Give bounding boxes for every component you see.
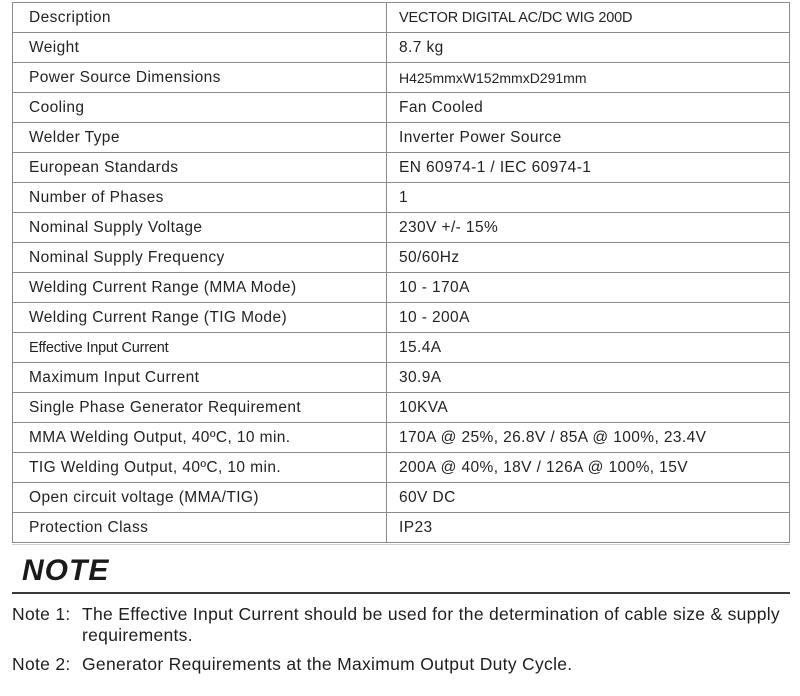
spec-label: Welder Type	[13, 123, 387, 153]
spec-label: TIG Welding Output, 40ºC, 10 min.	[13, 453, 387, 483]
spec-value: 50/60Hz	[387, 243, 790, 273]
note-heading: NOTE	[22, 554, 110, 587]
spec-row-mma-range	[13, 273, 790, 303]
spec-label: Nominal Supply Frequency	[13, 243, 387, 273]
spec-label: Cooling	[13, 93, 387, 123]
note-item	[12, 604, 792, 646]
note-label: Note 1:	[12, 604, 71, 624]
spec-label: Protection Class	[13, 513, 387, 543]
table-bottom-divider	[12, 544, 790, 545]
spec-value: H425mmxW152mmxD291mm	[387, 63, 790, 93]
spec-value: 8.7 kg	[387, 33, 790, 63]
spec-value: 230V +/- 15%	[387, 213, 790, 243]
spec-label: Description	[13, 3, 387, 33]
spec-value: 200A @ 40%, 18V / 126A @ 100%, 15V	[387, 453, 790, 483]
spec-value: Inverter Power Source	[387, 123, 790, 153]
spec-label: Power Source Dimensions	[13, 63, 387, 93]
spec-row-mma-output	[13, 423, 790, 453]
spec-value: 10KVA	[387, 393, 790, 423]
spec-value: 1	[387, 183, 790, 213]
spec-label: Number of Phases	[13, 183, 387, 213]
spec-value: 30.9A	[387, 363, 790, 393]
spec-label: Single Phase Generator Requirement	[13, 393, 387, 423]
spec-row-effective-current	[13, 333, 790, 363]
spec-label: Effective Input Current	[13, 333, 387, 363]
spec-row-open-circuit	[13, 483, 790, 513]
spec-label: MMA Welding Output, 40ºC, 10 min.	[13, 423, 387, 453]
spec-label: Welding Current Range (MMA Mode)	[13, 273, 387, 303]
note-item	[12, 654, 792, 675]
spec-row-generator	[13, 393, 790, 423]
spec-row-standards	[13, 153, 790, 183]
spec-row-description	[13, 3, 790, 33]
spec-value: 10 - 170A	[387, 273, 790, 303]
spec-value: 170A @ 25%, 26.8V / 85A @ 100%, 23.4V	[387, 423, 790, 453]
spec-label: Welding Current Range (TIG Mode)	[13, 303, 387, 333]
note-label: Note 2:	[12, 654, 71, 674]
spec-row-tig-range	[13, 303, 790, 333]
spec-label: Nominal Supply Voltage	[13, 213, 387, 243]
spec-row-weight	[13, 33, 790, 63]
spec-value: Fan Cooled	[387, 93, 790, 123]
spec-row-supply-voltage	[13, 213, 790, 243]
spec-value: 10 - 200A	[387, 303, 790, 333]
note-text: The Effective Input Current should be used for the determination of cable size & supply requirements.	[82, 604, 780, 645]
spec-row-cooling	[13, 93, 790, 123]
spec-label: European Standards	[13, 153, 387, 183]
spec-value: EN 60974-1 / IEC 60974-1	[387, 153, 790, 183]
spec-row-phases	[13, 183, 790, 213]
spec-row-tig-output	[13, 453, 790, 483]
spec-row-supply-frequency	[13, 243, 790, 273]
spec-value: VECTOR DIGITAL AC/DC WIG 200D	[387, 3, 790, 33]
specifications-table	[12, 2, 790, 543]
spec-row-max-current	[13, 363, 790, 393]
spec-label: Maximum Input Current	[13, 363, 387, 393]
note-heading-underline	[12, 592, 790, 594]
spec-value: 60V DC	[387, 483, 790, 513]
spec-row-dimensions	[13, 63, 790, 93]
spec-value: IP23	[387, 513, 790, 543]
note-text: Generator Requirements at the Maximum Output Duty Cycle.	[82, 654, 573, 674]
spec-label: Open circuit voltage (MMA/TIG)	[13, 483, 387, 513]
spec-row-protection	[13, 513, 790, 543]
spec-label: Weight	[13, 33, 387, 63]
spec-row-welder-type	[13, 123, 790, 153]
spec-value: 15.4A	[387, 333, 790, 363]
